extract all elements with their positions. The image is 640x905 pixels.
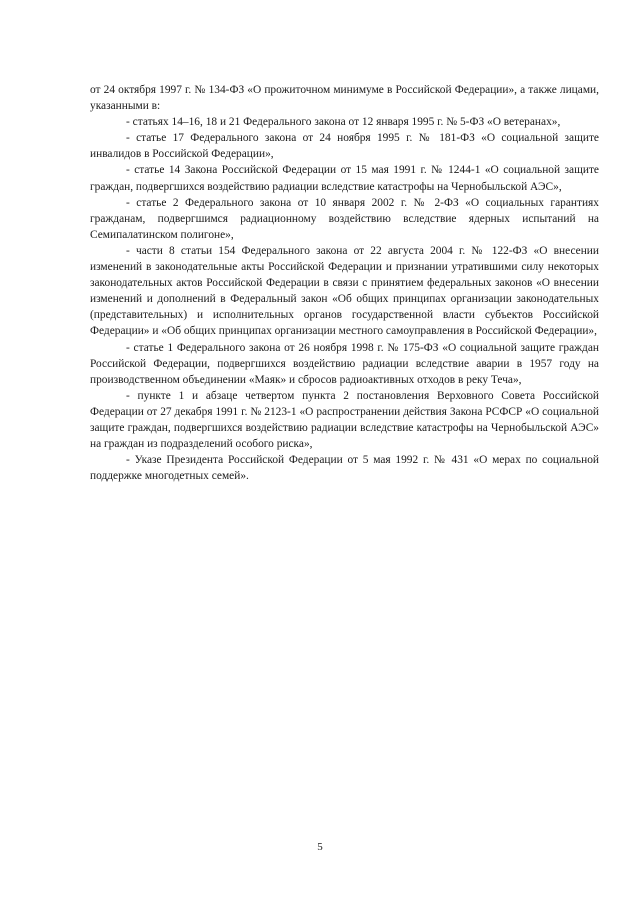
list-item-disabled-protection-law: - статье 17 Федерального закона от 24 ноября 1995 г. № 181-ФЗ «О социальной защите инвалидов в Российской Федерации», xyxy=(90,132,599,161)
list-item-veterans-law: - статьях 14–16, 18 и 21 Федерального закона от 12 января 1995 г. № 5-ФЗ «О ветеранах», xyxy=(126,116,561,129)
paragraph-continuation: от 24 октября 1997 г. № 134-ФЗ «О прожиточном минимуме в Российской Федерации», а также лицами, указанными в: xyxy=(90,84,599,113)
document-body xyxy=(90,82,599,484)
list-item-122-fz-law: - части 8 статьи 154 Федерального закона от 22 августа 2004 г. № 122-ФЗ «О внесении изменений в законодательные акты Российской Федерации и признании утратившими силу некоторых законодательных актов Российской Федерации в связи с принятием федеральных законов «О внесении изменений и дополнений в Федеральный закон «Об общих принципах организации законодательных (представительных) и исполнительных органов государственной власти субъектов Российской Федерации» и «Об общих принципах организации местного самоуправления в Российской Федерации», xyxy=(90,244,599,338)
list-item-chernobyl-law: - статье 14 Закона Российской Федерации от 15 мая 1991 г. № 1244-1 «О социальной защите граждан, подвергшихся воздействию радиации вследствие катастрофы на Чернобыльской АЭС», xyxy=(90,164,599,193)
page-number: 5 xyxy=(317,841,323,853)
list-item-large-families-decree: - Указе Президента Российской Федерации от 5 мая 1992 г. № 431 «О мерах по социальной поддержке многодетных семей». xyxy=(90,454,599,483)
list-item-semipalatinsk-law: - статье 2 Федерального закона от 10 января 2002 г. № 2-ФЗ «О социальных гарантиях гражданам, подвергшимся радиационному воздействию вследствие ядерных испытаний на Семипалатинском полигоне», xyxy=(90,196,599,241)
list-item-mayak-law: - статье 1 Федерального закона от 26 ноября 1998 г. № 175-ФЗ «О социальной защите граждан Российской Федерации, подвергшихся воздействию радиации вследствие аварии в 1957 году на производственном объединении «Маяк» и сбросов радиоактивных отходов в реку Теча», xyxy=(90,341,599,386)
list-item-special-risk-resolution: - пункте 1 и абзаце четвертом пункта 2 постановления Верховного Совета Российской Федерации от 27 декабря 1991 г. № 2123-1 «О распространении действия Закона РСФСР «О социальной защите граждан, подвергшихся воздействию радиации вследствие катастрофы на Чернобыльской АЭС» на граждан из подразделений особого риска», xyxy=(90,389,599,451)
